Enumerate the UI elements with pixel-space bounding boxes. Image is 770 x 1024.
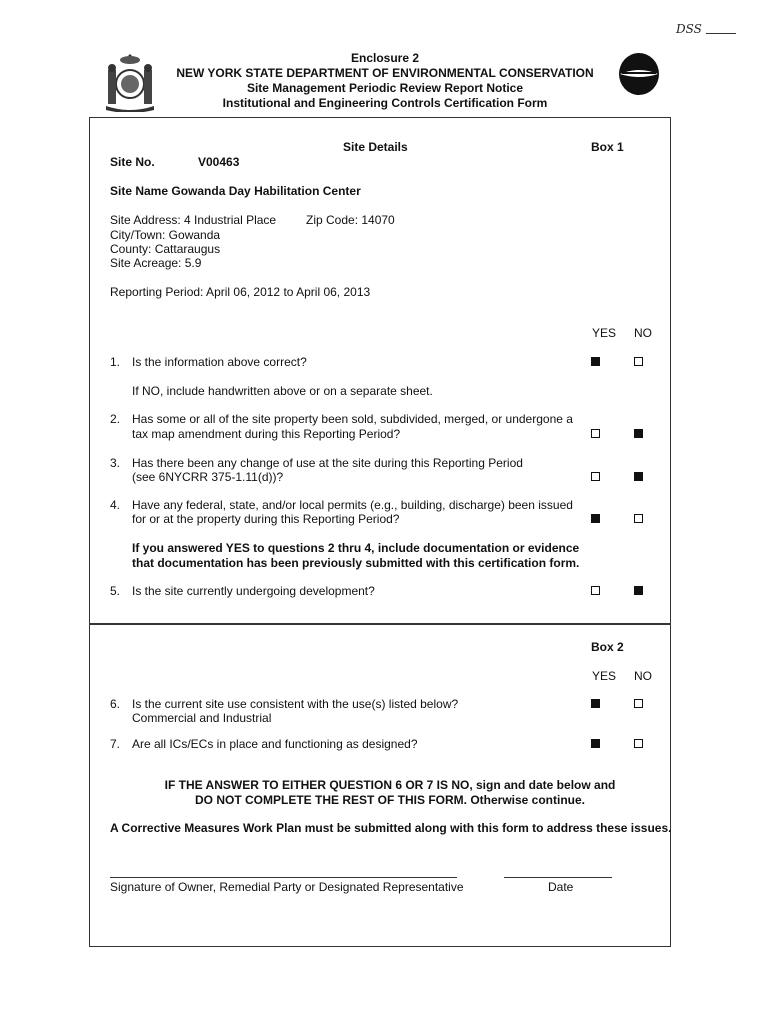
no-header: NO <box>634 669 652 683</box>
q4-yes-checkbox[interactable] <box>591 514 600 523</box>
q1-note: If NO, include handwritten above or on a separate sheet. <box>132 384 433 398</box>
site-acreage: Site Acreage: 5.9 <box>110 256 202 270</box>
question-text: Has some or all of the site property been sold, subdivided, merged, or undergone a <box>132 412 573 426</box>
question-number: 2. <box>110 412 121 426</box>
q7-yes-checkbox[interactable] <box>591 739 600 748</box>
reporting-period: Reporting Period: April 06, 2012 to April 06, 2013 <box>110 285 371 299</box>
question-text: Are all ICs/ECs in place and functioning as designed? <box>132 737 418 751</box>
enclosure-label: Enclosure 2 <box>350 51 420 65</box>
question-text: tax map amendment during this Reporting Period? <box>132 427 401 441</box>
q5-yes-checkbox[interactable] <box>591 586 600 595</box>
site-address: Site Address: 4 Industrial Place <box>110 213 277 227</box>
question-text: Is the current site use consistent with the use(s) listed below? <box>132 697 459 711</box>
handwritten-underline <box>706 33 736 34</box>
box-1-label: Box 1 <box>591 140 624 154</box>
q2-no-checkbox[interactable] <box>634 429 643 438</box>
q7-no-checkbox[interactable] <box>634 739 643 748</box>
question-number: 5. <box>110 584 121 598</box>
question-text: Have any federal, state, and/or local permits (e.g., building, discharge) been issued <box>132 498 573 512</box>
question-text: (see 6NYCRR 375-1.11(d))? <box>132 470 284 484</box>
instruction-note: IF THE ANSWER TO EITHER QUESTION 6 OR 7 IS NO, sign and date below and <box>164 778 616 792</box>
signature-label: Signature of Owner, Remedial Party or Designated Representative <box>110 880 464 894</box>
county: County: Cattaraugus <box>110 242 221 256</box>
site-name-label: Site Name <box>110 184 169 198</box>
question-text: Commercial and Industrial <box>132 711 272 725</box>
q5-no-checkbox[interactable] <box>634 586 643 595</box>
q3-no-checkbox[interactable] <box>634 472 643 481</box>
q3-yes-checkbox[interactable] <box>591 472 600 481</box>
question-text: for or at the property during this Reporting Period? <box>132 512 400 526</box>
documentation-note: that documentation has been previously submitted with this certification form. <box>132 556 580 570</box>
site-no-value: V00463 <box>198 155 240 169</box>
q4-no-checkbox[interactable] <box>634 514 643 523</box>
site-name-row <box>110 184 361 198</box>
form-title: Institutional and Engineering Controls Certification Form <box>222 96 548 110</box>
date-label: Date <box>548 880 574 894</box>
report-notice-title: Site Management Periodic Review Report Notice <box>246 81 524 95</box>
question-number: 3. <box>110 456 121 470</box>
q6-no-checkbox[interactable] <box>634 699 643 708</box>
signature-line[interactable] <box>110 877 457 878</box>
documentation-note: If you answered YES to questions 2 thru 4, include documentation or evidence <box>132 541 580 555</box>
question-number: 7. <box>110 737 121 751</box>
site-name-value: Gowanda Day Habilitation Center <box>171 184 361 198</box>
q1-yes-checkbox[interactable] <box>591 357 600 366</box>
handwritten-mark: DSS <box>676 22 702 36</box>
date-line[interactable] <box>504 877 612 878</box>
question-number: 6. <box>110 697 121 711</box>
q1-no-checkbox[interactable] <box>634 357 643 366</box>
instruction-note: DO NOT COMPLETE THE REST OF THIS FORM. Otherwise continue. <box>194 793 586 807</box>
question-text: Is the information above correct? <box>132 355 307 369</box>
yes-header: YES <box>592 669 617 683</box>
city-town: City/Town: Gowanda <box>110 228 221 242</box>
agency-name: NEW YORK STATE DEPARTMENT OF ENVIRONMENTAL CONSERVATION <box>176 66 594 80</box>
yes-header: YES <box>592 326 617 340</box>
box-2-label: Box 2 <box>591 640 624 654</box>
question-number: 1. <box>110 355 121 369</box>
corrective-measures-note: A Corrective Measures Work Plan must be submitted along with this form to address these issues. <box>110 821 672 835</box>
question-text: Is the site currently undergoing development? <box>132 584 375 598</box>
q2-yes-checkbox[interactable] <box>591 429 600 438</box>
no-header: NO <box>634 326 652 340</box>
question-number: 4. <box>110 498 121 512</box>
zip-code: Zip Code: 14070 <box>306 213 395 227</box>
site-details-title: Site Details <box>343 140 408 154</box>
q6-yes-checkbox[interactable] <box>591 699 600 708</box>
dec-logo-icon <box>618 52 660 98</box>
question-text: Has there been any change of use at the site during this Reporting Period <box>132 456 523 470</box>
site-no-label: Site No. <box>110 155 155 169</box>
